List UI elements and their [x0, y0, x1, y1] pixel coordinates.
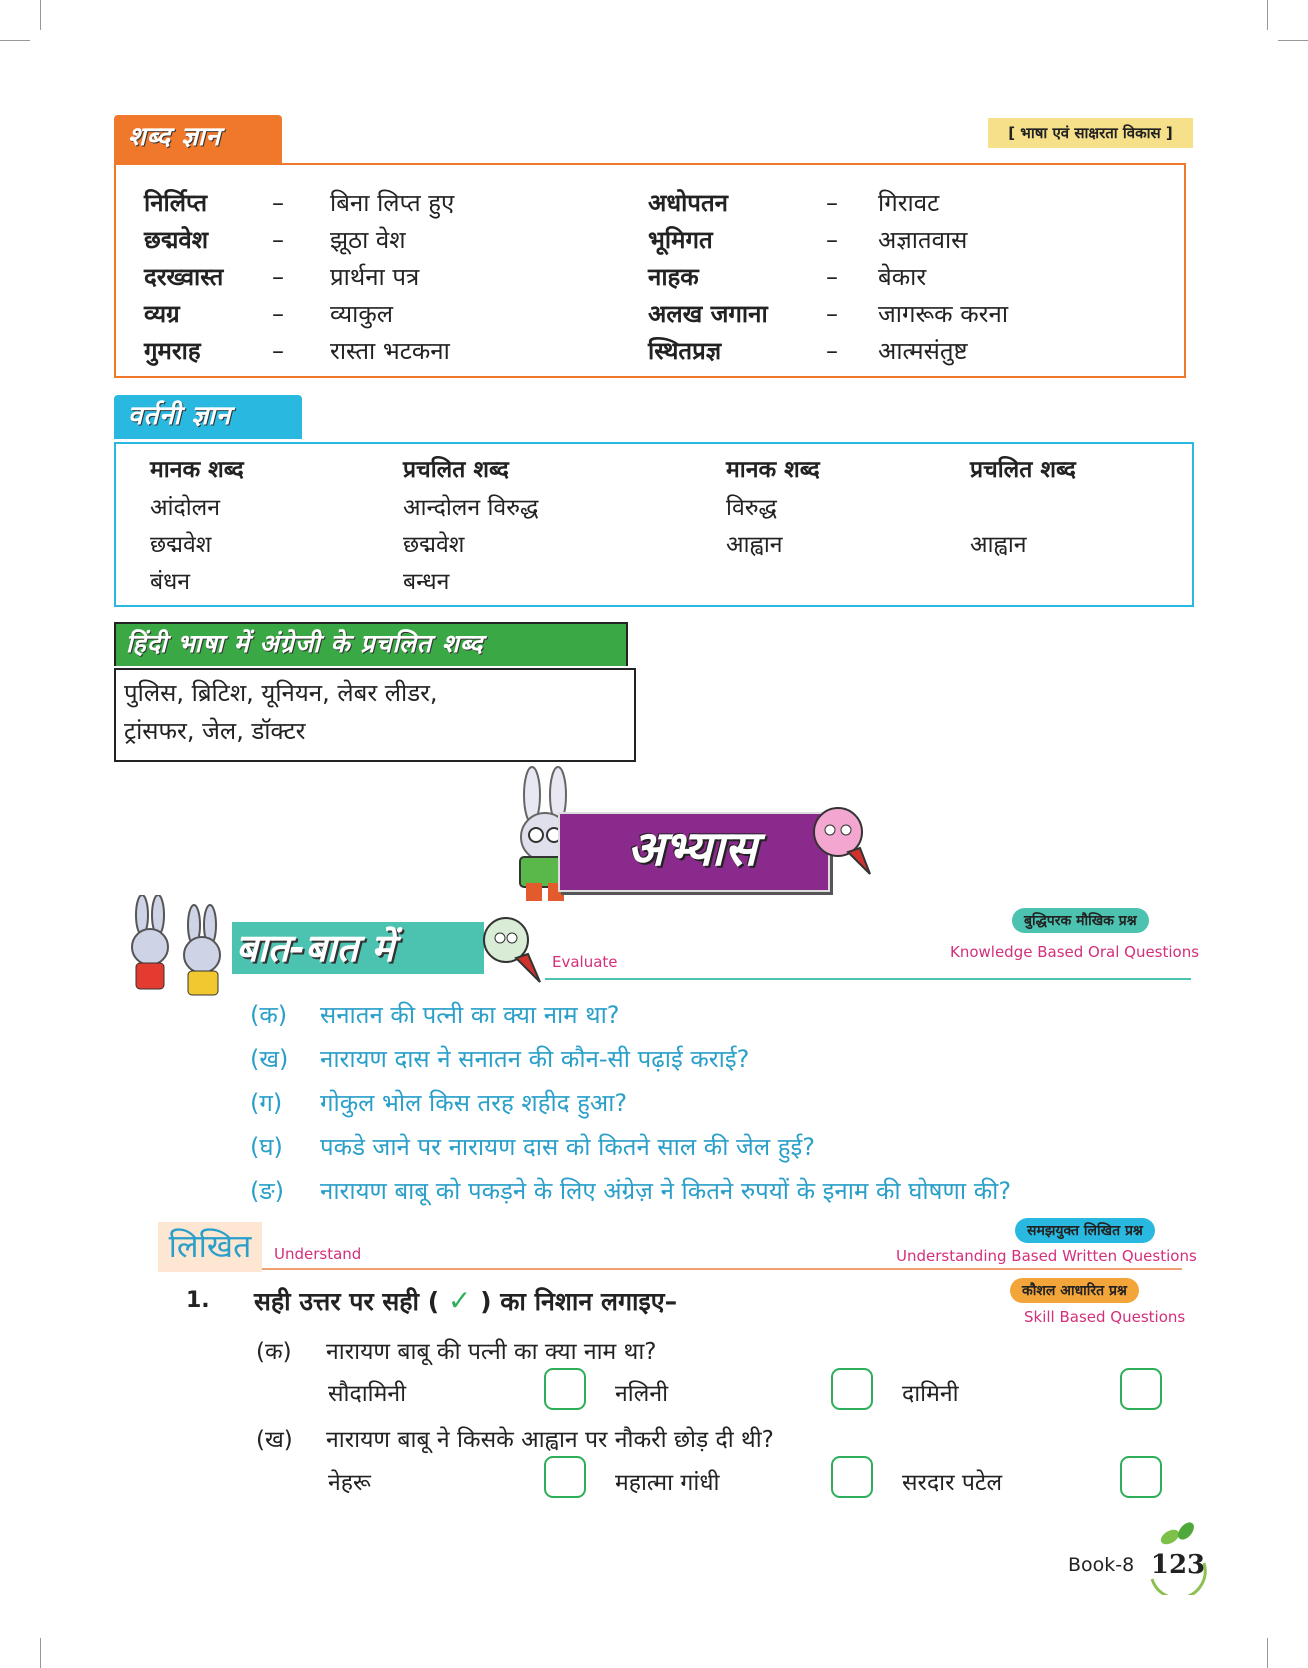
mcq-option: दामिनी [902, 1381, 959, 1407]
vocab-dash: – [272, 189, 284, 217]
vocab-row: नाहक [648, 263, 699, 291]
vocab-dash: – [272, 337, 284, 365]
col-header: मानक शब्द [150, 457, 244, 483]
table-cell: बन्धन [403, 569, 450, 595]
vocab-meaning: व्याकुल [330, 300, 394, 328]
oral-question: (ङ) नारायण बाबू को पकड़ने के लिए अंग्रेज़ ने कितने रुपयों के इनाम की घोषणा की? [250, 1177, 1012, 1205]
answer-checkbox[interactable] [831, 1456, 873, 1498]
crop-mark [1278, 40, 1308, 41]
vocab-meaning: प्रार्थना पत्र [330, 263, 420, 291]
english-words-line: पुलिस, ब्रिटिश, यूनियन, लेबर लीडर, [124, 679, 438, 707]
answer-checkbox[interactable] [831, 1368, 873, 1410]
english-words-line: ट्रांसफर, जेल, डॉक्टर [124, 717, 306, 745]
oral-question: (ग) गोकुल भोल किस तरह शहीद हुआ? [250, 1089, 628, 1117]
table-cell: विरुद्ध [726, 495, 777, 521]
table-cell: छद्मवेश [150, 532, 212, 558]
vocab-dash: – [272, 300, 284, 328]
vocab-row: दरख्वास्त [144, 263, 224, 291]
vocab-meaning: जागरूक करना [878, 300, 1009, 328]
vocab-dash: – [826, 300, 838, 328]
oral-question-pill: बुद्धिपरक मौखिक प्रश्न [1012, 908, 1149, 933]
answer-checkbox[interactable] [544, 1456, 586, 1498]
vocab-row: गुमराह [144, 337, 201, 365]
vocab-meaning: बेकार [878, 263, 927, 291]
mcq-option: सौदामिनी [328, 1381, 407, 1407]
crop-mark [1267, 0, 1268, 30]
page-number: 123 [1150, 1550, 1206, 1580]
mcq-question: नारायण बाबू ने किसके आह्वान पर नौकरी छोड़ दी थी? [326, 1427, 774, 1453]
col-header: मानक शब्द [726, 457, 820, 483]
vartani-gyan-title: वर्तनी ज्ञान [114, 395, 302, 439]
col-header: प्रचलित शब्द [403, 457, 509, 483]
pencil-mascot-icon [478, 910, 548, 990]
mcq-option: नलिनी [615, 1381, 669, 1407]
vocab-dash: – [826, 189, 838, 217]
likhit-title: लिखित [158, 1222, 262, 1272]
col-header: प्रचलित शब्द [970, 457, 1076, 483]
mcq-question: नारायण बाबू की पत्नी का क्या नाम था? [326, 1339, 657, 1365]
mcq-option: नेहरू [328, 1470, 371, 1496]
shabd-gyan-title: शब्द ज्ञान [114, 115, 282, 163]
mcq-label: (क) [256, 1339, 292, 1365]
vocab-meaning: झूठा वेश [330, 226, 406, 254]
crop-mark [40, 1638, 41, 1668]
divider-line [262, 1268, 1182, 1270]
vocab-row: अधोपतन [648, 189, 728, 217]
task-instruction: सही उत्तर पर सही ( ✓ ) का निशान लगाइए– [254, 1284, 678, 1317]
vocab-meaning: गिरावट [878, 189, 940, 217]
divider-line [545, 978, 1191, 980]
table-cell: छद्मवेश [403, 532, 465, 558]
evaluate-label: Evaluate [552, 953, 618, 971]
oral-question: (घ) पकडे जाने पर नारायण दास को कितने साल की जेल हुई? [250, 1133, 816, 1161]
written-question-caption: Understanding Based Written Questions [896, 1247, 1197, 1265]
vocab-meaning: अज्ञातवास [878, 226, 968, 254]
vocab-meaning: बिना लिप्त हुए [330, 189, 455, 217]
vocab-row: भूमिगत [648, 226, 713, 254]
rabbits-illustration [112, 895, 232, 1005]
oral-question: (ख) नारायण दास ने सनातन की कौन-सी पढ़ाई कराई? [250, 1045, 750, 1073]
pencil-mascot-illustration [808, 800, 878, 880]
vocab-row: व्यग्र [144, 300, 180, 328]
english-words-title: हिंदी भाषा में अंग्रेजी के प्रचलित शब्द [114, 622, 628, 666]
vocab-dash: – [272, 226, 284, 254]
crop-mark [0, 40, 30, 41]
abhyas-title: अभ्यास [627, 821, 757, 877]
vocab-row: छद्मवेश [144, 226, 209, 254]
mcq-label: (ख) [256, 1427, 293, 1453]
vocab-dash: – [272, 263, 284, 291]
mcq-option: महात्मा गांधी [615, 1470, 720, 1496]
vocab-dash: – [826, 337, 838, 365]
table-cell: आह्वान [970, 532, 1027, 558]
mcq-option: सरदार पटेल [902, 1470, 1003, 1496]
answer-checkbox[interactable] [1120, 1368, 1162, 1410]
table-cell: आंदोलन [150, 495, 221, 521]
vocab-dash: – [826, 263, 838, 291]
answer-checkbox[interactable] [544, 1368, 586, 1410]
table-cell: आन्दोलन विरुद्ध [403, 495, 539, 521]
vocab-meaning: रास्ता भटकना [330, 337, 450, 365]
crop-mark [1267, 1638, 1268, 1668]
vocab-meaning: आत्मसंतुष्ट [878, 337, 968, 365]
written-question-pill: समझयुक्त लिखित प्रश्न [1015, 1218, 1155, 1243]
oral-question: (क) सनातन की पत्नी का क्या नाम था? [250, 1001, 620, 1029]
skill-question-pill: कौशल आधारित प्रश्न [1010, 1278, 1139, 1303]
skill-question-caption: Skill Based Questions [1024, 1308, 1186, 1326]
crop-mark [40, 0, 41, 30]
task-number: 1. [186, 1288, 210, 1313]
table-cell: आह्वान [726, 532, 783, 558]
book-label: Book-8 [1068, 1554, 1135, 1576]
vocab-dash: – [826, 226, 838, 254]
section-tag: [ भाषा एवं साक्षरता विकास ] [988, 118, 1193, 148]
vocab-row: स्थितप्रज्ञ [648, 337, 722, 365]
answer-checkbox[interactable] [1120, 1456, 1162, 1498]
vocab-row: निर्लिप्त [144, 189, 208, 217]
vocab-row: अलख जगाना [648, 300, 768, 328]
oral-question-caption: Knowledge Based Oral Questions [950, 943, 1200, 961]
tick-icon: ✓ [447, 1284, 472, 1317]
table-cell: बंधन [150, 569, 191, 595]
understand-label: Understand [274, 1245, 362, 1263]
baat-title: बात-बात में [236, 926, 395, 970]
